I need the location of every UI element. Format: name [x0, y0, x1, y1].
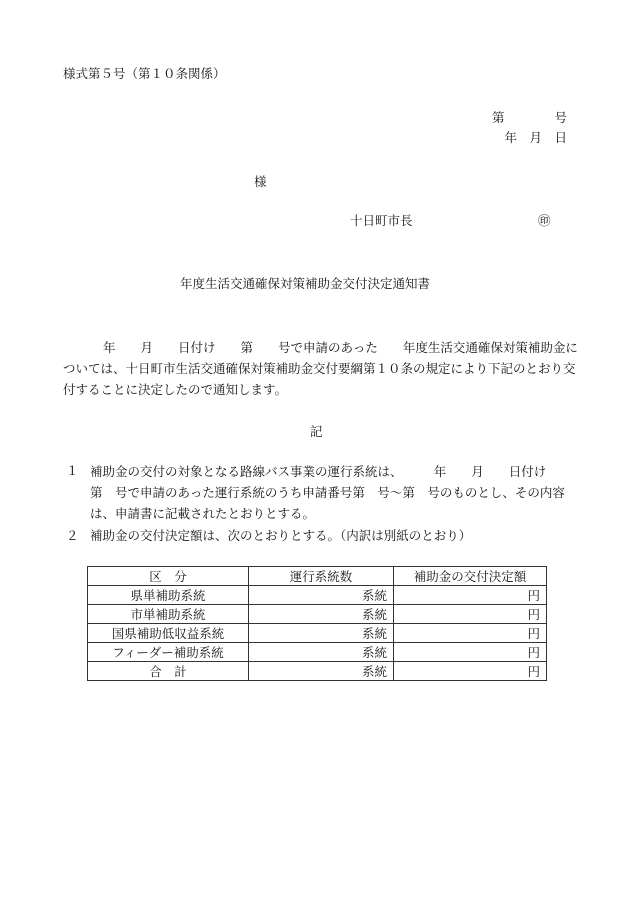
table-row	[88, 586, 547, 605]
table-header-row	[88, 567, 547, 586]
total-category: 合 計	[88, 662, 249, 681]
addressee-suffix: 様	[254, 174, 267, 189]
row-category: フィーダー補助系統	[88, 643, 249, 662]
item-1-number: １	[66, 463, 79, 478]
row-category: 国県補助低収益系統	[88, 624, 249, 643]
row-count-unit: 系統	[249, 624, 394, 643]
row-amount-unit: 円	[394, 624, 547, 643]
header-category: 区 分	[88, 567, 249, 586]
table-total-row	[88, 662, 547, 681]
table-row	[88, 643, 547, 662]
header-route-count: 運行系統数	[249, 567, 394, 586]
total-amount-unit: 円	[394, 662, 547, 681]
document-date-line: 年 月 日	[504, 130, 567, 145]
seal-mark: ㊞	[538, 213, 551, 228]
document-number-line: 第 号	[491, 110, 567, 125]
row-amount-unit: 円	[394, 643, 547, 662]
row-category: 市単補助系統	[88, 605, 249, 624]
total-count-unit: 系統	[249, 662, 394, 681]
ki-heading: 記	[310, 424, 323, 439]
form-id: 様式第５号（第１０条関係）	[63, 66, 226, 81]
row-category: 県単補助系統	[88, 586, 249, 605]
body-paragraph: 年 月 日付け 第 号で申請のあった 年度生活交通確保対策補助金については、十日町市生活交通確保対策補助金交付要綱第１０条の規定により下記のとおり交付することに決定したので通知します。	[63, 340, 578, 397]
item-2-number: ２	[66, 528, 79, 543]
subsidy-table	[87, 566, 547, 681]
row-count-unit: 系統	[249, 605, 394, 624]
row-amount-unit: 円	[394, 586, 547, 605]
table-row	[88, 605, 547, 624]
row-count-unit: 系統	[249, 586, 394, 605]
table-row	[88, 624, 547, 643]
document-title: 年度生活交通確保対策補助金交付決定通知書	[180, 276, 431, 291]
header-amount: 補助金の交付決定額	[394, 567, 547, 586]
issuer-name: 十日町市長	[350, 213, 413, 228]
row-count-unit: 系統	[249, 643, 394, 662]
item-2-text: 補助金の交付決定額は、次のとおりとする。（内訳は別紙のとおり）	[90, 528, 472, 543]
row-amount-unit: 円	[394, 605, 547, 624]
item-1-text: 補助金の交付の対象となる路線バス事業の運行系統は、 年 月 日付け 第 号で申請のあった運行系統のうち申請番号第 号～第 号のものとし、その内容は、申請書に記載されたとおりとする。	[90, 464, 572, 521]
